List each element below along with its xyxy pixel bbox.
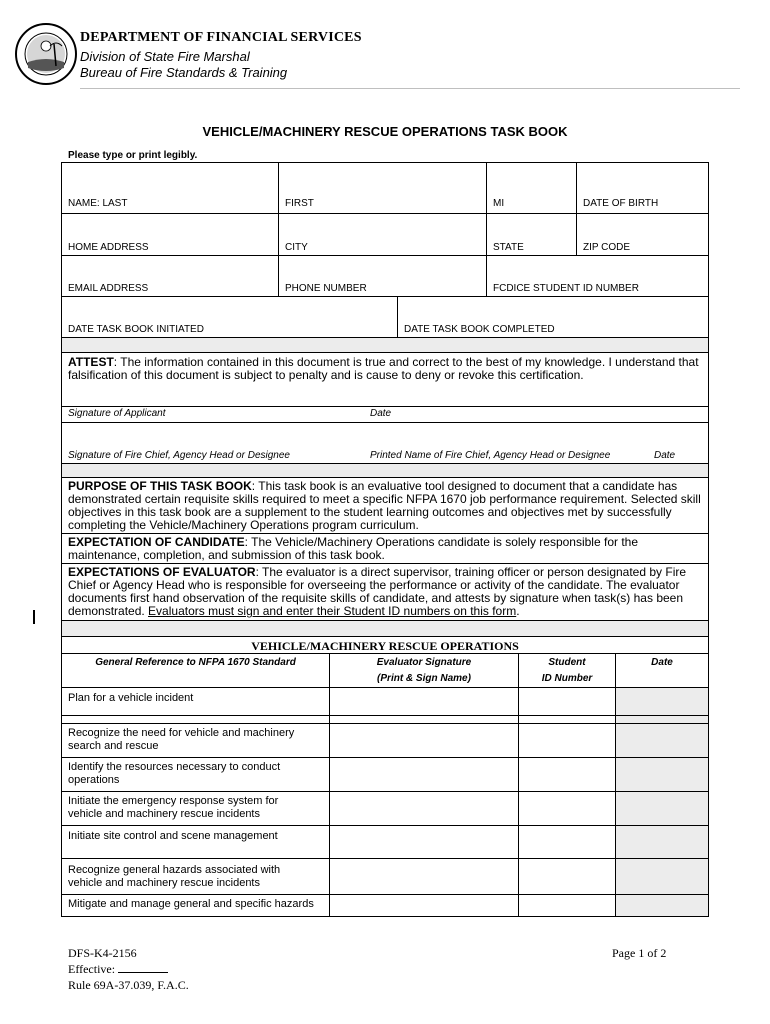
phone-label: PHONE NUMBER bbox=[285, 283, 367, 294]
spacer-row bbox=[62, 620, 708, 636]
header-signature-line1: Evaluator Signature bbox=[376, 657, 472, 668]
form-number: DFS-K4-2156 bbox=[68, 946, 137, 960]
date-cell[interactable] bbox=[615, 758, 708, 791]
chief-signature-label: Signature of Fire Chief, Agency Head or Designee bbox=[68, 450, 290, 461]
email-label: EMAIL ADDRESS bbox=[68, 283, 149, 294]
applicant-date-label: Date bbox=[370, 408, 392, 419]
evaluator-text bbox=[62, 564, 708, 620]
task-text bbox=[68, 898, 314, 911]
date-cell[interactable] bbox=[615, 688, 708, 715]
header-divider bbox=[80, 88, 740, 89]
date-initiated-field[interactable] bbox=[62, 297, 397, 337]
department-name: DEPARTMENT OF FINANCIAL SERVICES bbox=[80, 30, 362, 45]
effective-label: Effective: bbox=[68, 962, 116, 976]
attest-text bbox=[62, 353, 708, 385]
task-cell bbox=[62, 758, 329, 791]
date-cell[interactable] bbox=[615, 826, 708, 858]
evaluator-signature-cell[interactable] bbox=[329, 826, 518, 858]
page-title: VEHICLE/MACHINERY RESCUE OPERATIONS TASK BOOK bbox=[202, 124, 568, 139]
applicant-signature-field[interactable] bbox=[62, 406, 708, 422]
effective-blank bbox=[118, 962, 168, 973]
instruction-text: Please type or print legibly. bbox=[68, 150, 198, 161]
student-id-cell[interactable] bbox=[518, 792, 615, 825]
contact-row bbox=[62, 255, 708, 296]
spacer-cell bbox=[62, 716, 329, 723]
tasks-table-title-row bbox=[62, 636, 708, 653]
student-id-cell[interactable] bbox=[518, 826, 615, 858]
attest-body: : The information contained in this document is true and correct to the best of my knowledge. I understand that falsification of this document is subject to penalty and is cause to deny or revoke this certification. bbox=[68, 355, 699, 382]
last-name-field[interactable] bbox=[62, 163, 278, 213]
rule-reference: Rule 69A-37.039, F.A.C. bbox=[68, 978, 189, 992]
header-signature-line2: (Print & Sign Name) bbox=[377, 673, 471, 684]
date-cell[interactable] bbox=[615, 724, 708, 757]
first-name-label: FIRST bbox=[285, 198, 314, 209]
spacer-cell bbox=[518, 716, 615, 723]
purpose-text bbox=[62, 478, 708, 534]
student-id-cell[interactable] bbox=[518, 758, 615, 791]
evaluator-signature-cell[interactable] bbox=[329, 895, 518, 916]
task-cell bbox=[62, 688, 329, 715]
chief-date-label: Date bbox=[654, 450, 676, 461]
candidate-text bbox=[62, 534, 708, 564]
student-id-label: FCDICE STUDENT ID NUMBER bbox=[493, 283, 639, 294]
evaluator-signature-cell[interactable] bbox=[329, 724, 518, 757]
task-line: Recognize the need for vehicle and machinery bbox=[68, 727, 295, 739]
name-row bbox=[62, 163, 708, 213]
header-reference-text: General Reference to NFPA 1670 Standard bbox=[95, 657, 296, 668]
text-cursor bbox=[33, 610, 35, 624]
purpose-section bbox=[62, 477, 708, 533]
evaluator-label: EXPECTATIONS OF EVALUATOR bbox=[68, 565, 256, 579]
applicant-signature-label: Signature of Applicant bbox=[68, 408, 166, 419]
bureau-name: Bureau of Fire Standards & Training bbox=[80, 65, 288, 80]
evaluator-end: . bbox=[516, 604, 520, 618]
purpose-label: PURPOSE OF THIS TASK BOOK bbox=[68, 479, 252, 493]
student-id-cell[interactable] bbox=[518, 688, 615, 715]
florida-state-seal bbox=[14, 22, 78, 86]
dob-label: DATE OF BIRTH bbox=[583, 198, 659, 209]
page-number: Page 1 of 2 bbox=[612, 946, 667, 960]
tasks-table-header bbox=[62, 653, 708, 687]
evaluator-section bbox=[62, 563, 708, 620]
table-row bbox=[62, 858, 708, 894]
task-line: Initiate the emergency response system for bbox=[68, 795, 279, 807]
evaluator-requirement: Evaluators must sign and enter their Student ID numbers on this form bbox=[148, 604, 517, 618]
printed-name-label: Printed Name of Fire Chief, Agency Head or Designee bbox=[370, 450, 611, 461]
tasks-table-title: VEHICLE/MACHINERY RESCUE OPERATIONS bbox=[251, 639, 519, 653]
task-text bbox=[68, 830, 278, 843]
task-line: vehicle and machinery rescue incidents bbox=[68, 808, 260, 820]
table-row bbox=[62, 723, 708, 757]
table-row bbox=[62, 791, 708, 825]
spacer-row bbox=[62, 463, 708, 477]
table-row bbox=[62, 757, 708, 791]
mi-field[interactable] bbox=[486, 163, 576, 213]
header-student-id bbox=[518, 654, 615, 687]
header-signature bbox=[329, 654, 518, 687]
evaluator-body: : The evaluator is a direct supervisor, training officer or person designated by Fire Chief or Agency Head who is responsible for overseeing the performance or activity of the candidate. The evaluator documents first hand observation of the requisite skills of candidate, and attests by signature when task(s) has been demonstrated. bbox=[68, 565, 687, 618]
task-line: search and rescue bbox=[68, 740, 159, 752]
home-address-field[interactable] bbox=[62, 214, 278, 255]
task-line: vehicle and machinery rescue incidents bbox=[68, 877, 260, 889]
header-student-line2: ID Number bbox=[541, 673, 593, 684]
task-line: Initiate site control and scene management bbox=[68, 830, 278, 842]
city-label: CITY bbox=[285, 242, 308, 253]
task-cell bbox=[62, 826, 329, 858]
evaluator-signature-cell[interactable] bbox=[329, 859, 518, 894]
effective-line bbox=[68, 962, 168, 977]
date-cell[interactable] bbox=[615, 859, 708, 894]
task-text bbox=[68, 692, 193, 705]
first-name-field[interactable] bbox=[278, 163, 486, 213]
zip-field[interactable] bbox=[576, 214, 708, 255]
student-id-cell[interactable] bbox=[518, 895, 615, 916]
table-spacer-row bbox=[62, 715, 708, 723]
mi-label: MI bbox=[493, 198, 505, 209]
header-student-line1: Student bbox=[548, 657, 586, 668]
table-row bbox=[62, 894, 708, 916]
evaluator-signature-cell[interactable] bbox=[329, 792, 518, 825]
task-line: Identify the resources necessary to conduct bbox=[68, 761, 281, 773]
task-text bbox=[68, 864, 280, 890]
attest-section bbox=[62, 352, 708, 406]
spacer-row bbox=[62, 337, 708, 352]
task-line: operations bbox=[68, 774, 120, 786]
zip-label: ZIP CODE bbox=[583, 242, 631, 253]
date-completed-label: DATE TASK BOOK COMPLETED bbox=[404, 324, 555, 335]
table-row bbox=[62, 687, 708, 715]
email-field[interactable] bbox=[62, 256, 278, 296]
candidate-body: : The Vehicle/Machinery Operations candidate is solely responsible for the maintenance, completion, and submission of this task book. bbox=[68, 535, 638, 562]
last-name-label: NAME: LAST bbox=[68, 198, 128, 209]
dates-row bbox=[62, 296, 708, 337]
division-name: Division of State Fire Marshal bbox=[80, 49, 250, 64]
task-cell bbox=[62, 792, 329, 825]
candidate-section bbox=[62, 533, 708, 563]
purpose-body: : This task book is an evaluative tool designed to document that a candidate has demonstrated certain requisite skills required to meet a specific NFPA 1670 job performance requirement. Selected skill objectives in this task book are a supplement to the student learning outcomes and objectives met by successfully completing the Vehicle/Machinery Operations program curriculum. bbox=[68, 479, 701, 532]
phone-field[interactable] bbox=[278, 256, 486, 296]
header-date bbox=[615, 654, 708, 687]
evaluator-signature-cell[interactable] bbox=[329, 758, 518, 791]
state-field[interactable] bbox=[486, 214, 576, 255]
student-id-cell[interactable] bbox=[518, 724, 615, 757]
task-line: Plan for a vehicle incident bbox=[68, 692, 194, 704]
attest-label: ATTEST bbox=[68, 355, 114, 369]
student-id-cell[interactable] bbox=[518, 859, 615, 894]
spacer-cell bbox=[615, 716, 708, 723]
header-reference bbox=[62, 654, 329, 687]
table-row bbox=[62, 825, 708, 858]
date-cell[interactable] bbox=[615, 792, 708, 825]
task-text bbox=[68, 795, 278, 821]
candidate-label: EXPECTATION OF CANDIDATE bbox=[68, 535, 245, 549]
task-text bbox=[68, 727, 294, 753]
task-cell bbox=[62, 859, 329, 894]
evaluator-signature-cell[interactable] bbox=[329, 688, 518, 715]
spacer-cell bbox=[329, 716, 518, 723]
dob-field[interactable] bbox=[576, 163, 708, 213]
date-cell[interactable] bbox=[615, 895, 708, 916]
header-date-text: Date bbox=[651, 657, 673, 668]
task-book-form bbox=[61, 162, 709, 917]
task-cell bbox=[62, 724, 329, 757]
home-address-label: HOME ADDRESS bbox=[68, 242, 149, 253]
date-completed-field[interactable] bbox=[397, 297, 708, 337]
task-text bbox=[68, 761, 280, 787]
task-line: Mitigate and manage general and specific hazards bbox=[68, 898, 314, 910]
state-label: STATE bbox=[493, 242, 524, 253]
student-id-field[interactable] bbox=[486, 256, 708, 296]
city-field[interactable] bbox=[278, 214, 486, 255]
chief-signature-field[interactable] bbox=[62, 422, 708, 463]
date-initiated-label: DATE TASK BOOK INITIATED bbox=[68, 324, 204, 335]
address-row bbox=[62, 213, 708, 255]
task-cell bbox=[62, 895, 329, 916]
task-line: Recognize general hazards associated with bbox=[68, 864, 281, 876]
